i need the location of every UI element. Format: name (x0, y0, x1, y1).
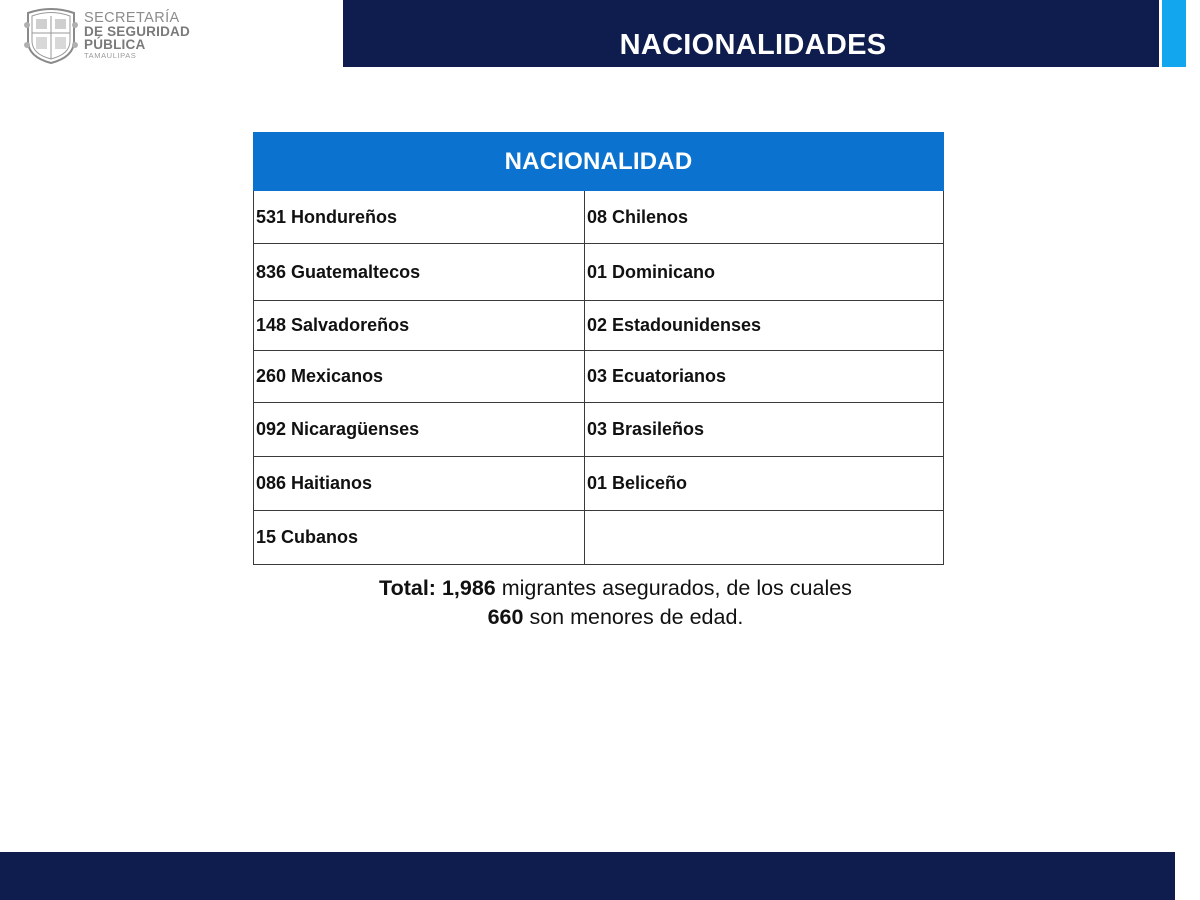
table-cell: 092 Nicaragüenses (254, 403, 585, 457)
table-cell: 836 Guatemaltecos (254, 244, 585, 301)
table-row (254, 511, 944, 565)
total-line-1 (253, 574, 978, 603)
table-row (254, 244, 944, 301)
table-cell: 08 Chilenos (585, 191, 944, 244)
logo-line-tamaulipas: TAMAULIPAS (84, 51, 137, 60)
total-count: 1,986 (441, 576, 496, 600)
total-summary (253, 574, 978, 632)
table-cell: 260 Mexicanos (254, 351, 585, 403)
table-header-row (254, 133, 944, 191)
header-bar (343, 0, 1159, 67)
table-cell (585, 511, 944, 565)
table-cell: 531 Hondureños (254, 191, 585, 244)
table-cell: 01 Beliceño (585, 457, 944, 511)
table-cell: 086 Haitianos (254, 457, 585, 511)
table-cell: 01 Dominicano (585, 244, 944, 301)
table-cell: 02 Estadounidenses (585, 301, 944, 351)
table-row (254, 403, 944, 457)
logo-line-seguridad: DE SEGURIDAD (84, 24, 190, 39)
total-label: Total: (379, 576, 436, 600)
logo-line-secretaria: SECRETARÍA (84, 10, 180, 26)
table-row (254, 301, 944, 351)
logo-line-publica: PÚBLICA (84, 37, 146, 52)
total-text-2: son menores de edad. (529, 605, 744, 629)
nationality-table (253, 132, 944, 565)
secretaria-logo (22, 5, 222, 65)
minors-count: 660 (487, 605, 524, 629)
table-row (254, 457, 944, 511)
header-accent-bar (1162, 0, 1186, 67)
coat-of-arms-icon (22, 5, 80, 65)
footer-bar (0, 852, 1175, 900)
table-row (254, 191, 944, 244)
table-cell: 15 Cubanos (254, 511, 585, 565)
table-cell: 148 Salvadoreños (254, 301, 585, 351)
total-line-2 (253, 603, 978, 632)
table-cell: 03 Ecuatorianos (585, 351, 944, 403)
table-row (254, 351, 944, 403)
page-title: NACIONALIDADES (619, 29, 887, 61)
total-text-1: migrantes asegurados, de los cuales (501, 576, 852, 600)
table-header: NACIONALIDAD (254, 133, 944, 191)
table-cell: 03 Brasileños (585, 403, 944, 457)
